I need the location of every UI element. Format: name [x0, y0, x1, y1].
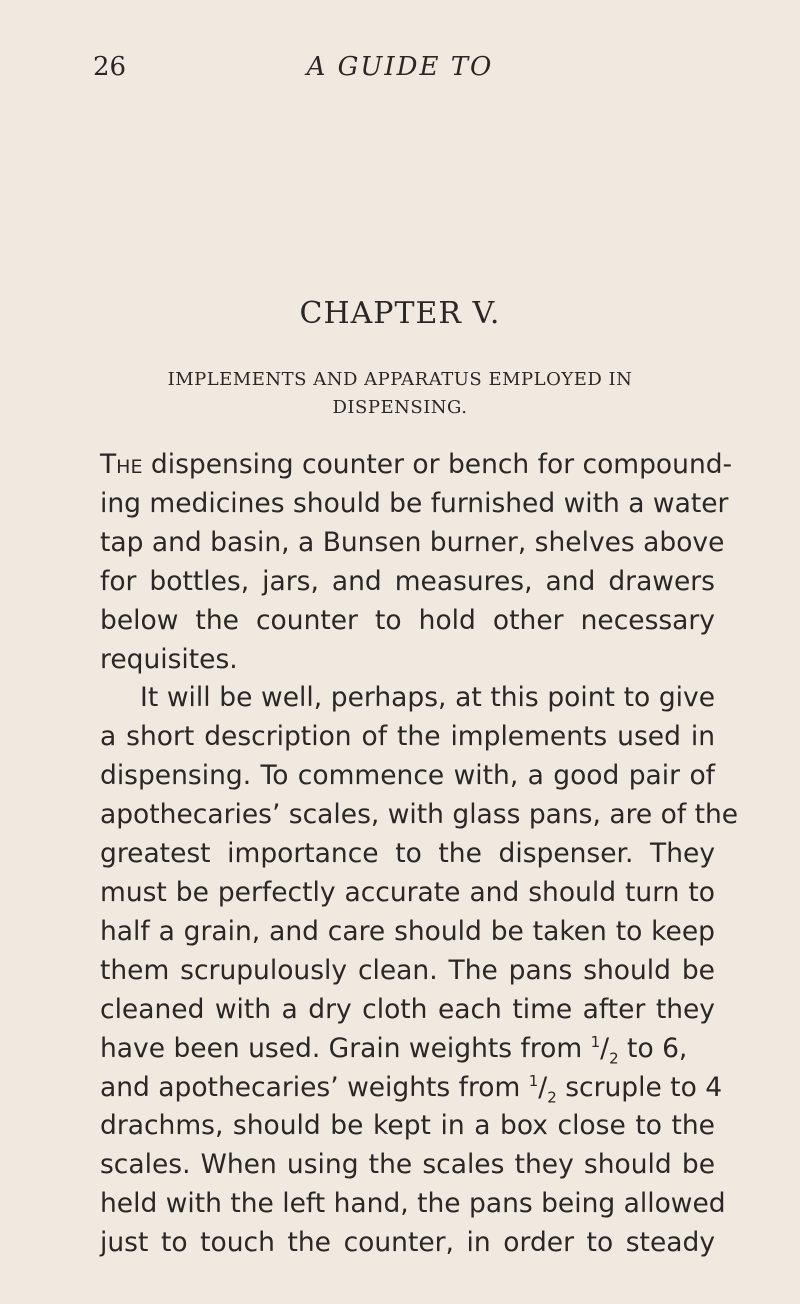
fraction-numerator: 1 — [528, 1071, 539, 1090]
text-line: cleaned with a dry cloth each time after they — [100, 993, 715, 1025]
fraction-denominator: 2 — [547, 1087, 557, 1106]
text-line: below the counter to hold other necessary — [100, 604, 715, 636]
drop-word: The — [100, 449, 143, 480]
text-line: half a grain, and care should be taken to keep — [100, 915, 715, 947]
chapter-subtitle — [130, 366, 670, 422]
text-line: greatest importance to the dispenser. They — [100, 838, 715, 870]
text-line: scales. When using the scales they should be — [100, 1149, 715, 1181]
text-line: a short description of the implements used in — [100, 721, 715, 753]
text-line: have been used. Grain weights from $^1/_2$ to 6, — [100, 1032, 688, 1067]
text-line: drachms, should be kept in a box close to the — [100, 1110, 715, 1142]
text-line: just to touch the counter, in order to steady — [100, 1227, 715, 1259]
body-text — [100, 446, 739, 1263]
fraction-numerator: 1 — [590, 1032, 601, 1051]
chapter-subtitle-line: IMPLEMENTS AND APPARATUS EMPLOYED IN — [167, 369, 633, 390]
fraction-denominator: 2 — [609, 1048, 619, 1067]
text-line: requisites. — [100, 643, 238, 675]
text-line: and apothecaries’ weights from $^1/_2$ scruple to 4 — [100, 1071, 723, 1106]
chapter-subtitle-line: DISPENSING. — [332, 397, 468, 418]
text-line: them scrupulously clean. The pans should be — [100, 954, 715, 986]
text-line: dispensing. To commence with, a good pair of — [100, 760, 715, 792]
text-line: apothecaries’ scales, with glass pans, are of the — [100, 799, 739, 831]
page-header — [0, 52, 800, 92]
text-line: held with the left hand, the pans being allowed — [100, 1188, 726, 1220]
text-line: ing medicines should be furnished with a water — [100, 487, 729, 519]
text-line: for bottles, jars, and measures, and drawers — [100, 565, 715, 597]
text-line: must be perfectly accurate and should turn to — [100, 876, 715, 908]
text-line: tap and basin, a Bunsen burner, shelves above — [100, 526, 725, 558]
running-title: A GUIDE TO — [306, 52, 494, 82]
page-number: 26 — [93, 52, 127, 82]
text-line: The dispensing counter or bench for compound- — [100, 449, 733, 480]
chapter-title: CHAPTER V. — [299, 296, 501, 331]
text-line: It will be well, perhaps, at this point to give — [140, 682, 715, 714]
